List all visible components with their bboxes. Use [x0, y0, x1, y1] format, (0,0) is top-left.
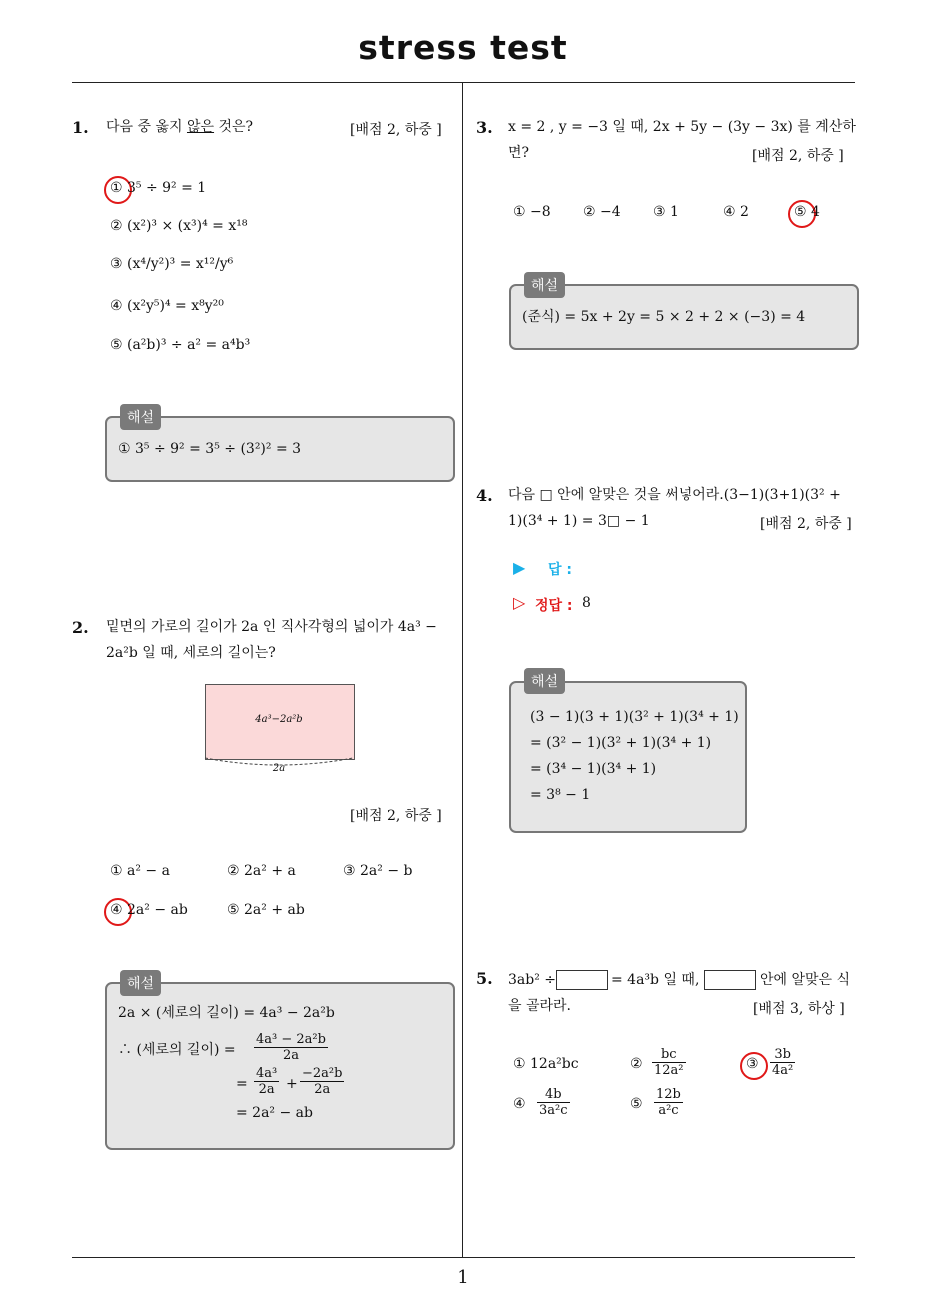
q3-number: 3. [476, 118, 493, 137]
q5-text-a: 3ab² ÷ [508, 972, 557, 988]
q5-blank-box-1 [556, 970, 608, 990]
q2-explanation-fraction-1: $\frac{\text{4a³ − 2a²b}}{2a}$ [256, 1032, 326, 1063]
q5-text-c: 안에 알맞은 식 [760, 972, 851, 988]
q2-meta: [배점 2, 하중 ] [350, 808, 442, 824]
q5-text-line2: 을 골라라. [508, 998, 571, 1014]
q5-option-5-fraction: $\frac{12b}{\text{a²c}}$ [656, 1087, 681, 1118]
q4-correct-value: 8 [582, 595, 591, 611]
q3-explanation: (준식) = 5x + 2y = 5 × 2 + 2 × (−3) = 4 [522, 309, 806, 325]
top-rule [72, 82, 855, 83]
q3-option-5[interactable]: ⑤ 4 [794, 204, 820, 220]
q2-option-2[interactable]: ② 2a² + a [227, 863, 296, 879]
q4-correct-label: 정답 : [535, 598, 573, 614]
q1-explanation-label: 해설 [120, 404, 161, 430]
q2-option-1[interactable]: ① a² − a [110, 863, 170, 879]
q2-number: 2. [72, 618, 89, 637]
q4-explanation-label: 해설 [524, 668, 565, 694]
q3-option-3[interactable]: ③ 1 [653, 204, 679, 220]
q1-option-5[interactable]: ⑤ (a²b)³ ÷ a² = a⁴b³ [110, 337, 251, 353]
q5-option-2-marker[interactable]: ② [630, 1056, 643, 1072]
q2-explanation-line2: ∴ (세로의 길이) = [118, 1042, 236, 1058]
q3-option-2[interactable]: ② −4 [583, 204, 621, 220]
q4-explanation-line4: = 3⁸ − 1 [530, 787, 591, 803]
q2-figure-width-label: 2a [272, 763, 286, 774]
q4-text-line1: 다음 □ 안에 알맞은 것을 써넣어라.(3−1)(3+1)(3² + [508, 487, 841, 503]
q3-text-line2: 면? [508, 145, 530, 161]
q1-text: 다음 중 옳지 않은 것은? [106, 119, 254, 135]
q1-option-2[interactable]: ② (x²)³ × (x³)⁴ = x¹⁸ [110, 218, 248, 234]
page-number: 1 [457, 1267, 469, 1288]
q1-option-1[interactable]: ① 3⁵ ÷ 9² = 1 [110, 180, 207, 196]
q2-explanation-fraction-3: $\frac{\text{−2a²b}}{2a}$ [302, 1066, 343, 1097]
q5-option-4-marker[interactable]: ④ [513, 1096, 526, 1112]
q5-text-b: = 4a³b 일 때, [611, 972, 700, 988]
page-title: stress test [358, 28, 568, 67]
q2-option-3[interactable]: ③ 2a² − b [343, 863, 413, 879]
answer-arrow-icon: ▶ [513, 558, 526, 577]
q2-explanation-line1: 2a × (세로의 길이) = 4a³ − 2a²b [118, 1005, 335, 1021]
q2-text-line2: 2a²b 일 때, 세로의 길이는? [106, 645, 276, 661]
q4-explanation-line1: (3 − 1)(3 + 1)(3² + 1)(3⁴ + 1) [530, 709, 739, 725]
q1-number: 1. [72, 118, 89, 137]
q5-option-3-fraction: $\frac{3b}{\text{4a²}}$ [772, 1047, 794, 1078]
q2-figure-area-label: 4a³−2a²b [255, 714, 303, 725]
q4-explanation-line2: = (3² − 1)(3² + 1)(3⁴ + 1) [530, 735, 712, 751]
bottom-rule [72, 1257, 855, 1258]
q3-option-1[interactable]: ① −8 [513, 204, 551, 220]
column-divider [462, 83, 463, 1258]
q2-option-5[interactable]: ⑤ 2a² + ab [227, 902, 305, 918]
q4-answer-label: 답 : [548, 562, 572, 578]
q1-explanation: ① 3⁵ ÷ 9² = 3⁵ ÷ (3²)² = 3 [118, 441, 302, 457]
q2-explanation-equals: = [236, 1076, 248, 1092]
q2-option-4[interactable]: ④ 2a² − ab [110, 902, 188, 918]
q3-option-4[interactable]: ④ 2 [723, 204, 749, 220]
q4-explanation-line3: = (3⁴ − 1)(3⁴ + 1) [530, 761, 657, 777]
q1-meta: [배점 2, 하중 ] [350, 122, 442, 138]
q2-explanation-fraction-2: $\frac{\text{4a³}}{2a}$ [256, 1066, 278, 1097]
q2-explanation-label: 해설 [120, 970, 161, 996]
q5-option-5-marker[interactable]: ⑤ [630, 1096, 643, 1112]
q3-meta: [배점 2, 하중 ] [752, 148, 844, 164]
q5-option-2-fraction: $\frac{bc}{\text{12a²}}$ [654, 1047, 684, 1078]
q5-meta: [배점 3, 하상 ] [753, 1001, 845, 1017]
q5-option-3-marker[interactable]: ③ [746, 1056, 759, 1072]
q5-number: 5. [476, 969, 493, 988]
q1-option-4[interactable]: ④ (x²y⁵)⁴ = x⁸y²⁰ [110, 298, 224, 314]
q5-option-1[interactable]: ① 12a²bc [513, 1056, 579, 1072]
q4-meta: [배점 2, 하중 ] [760, 516, 852, 532]
q1-option-3[interactable]: ③ (x⁴/y²)³ = x¹²/y⁶ [110, 256, 234, 272]
q3-explanation-label: 해설 [524, 272, 565, 298]
q4-text-line2: 1)(3⁴ + 1) = 3□ − 1 [508, 513, 650, 529]
q2-explanation-plus: + [286, 1076, 298, 1092]
q2-explanation-result: = 2a² − ab [236, 1105, 313, 1121]
q5-blank-box-2 [704, 970, 756, 990]
q3-text-line1: x = 2 , y = −3 일 때, 2x + 5y − (3y − 3x) 를 계산하 [508, 119, 856, 135]
q2-text-line1: 밑면의 가로의 길이가 2a 인 직사각형의 넓이가 4a³ − [106, 619, 437, 635]
q4-number: 4. [476, 486, 493, 505]
correct-arrow-icon: ▷ [513, 593, 526, 612]
q5-option-4-fraction: $\frac{4b}{\text{3a²c}}$ [539, 1087, 568, 1118]
